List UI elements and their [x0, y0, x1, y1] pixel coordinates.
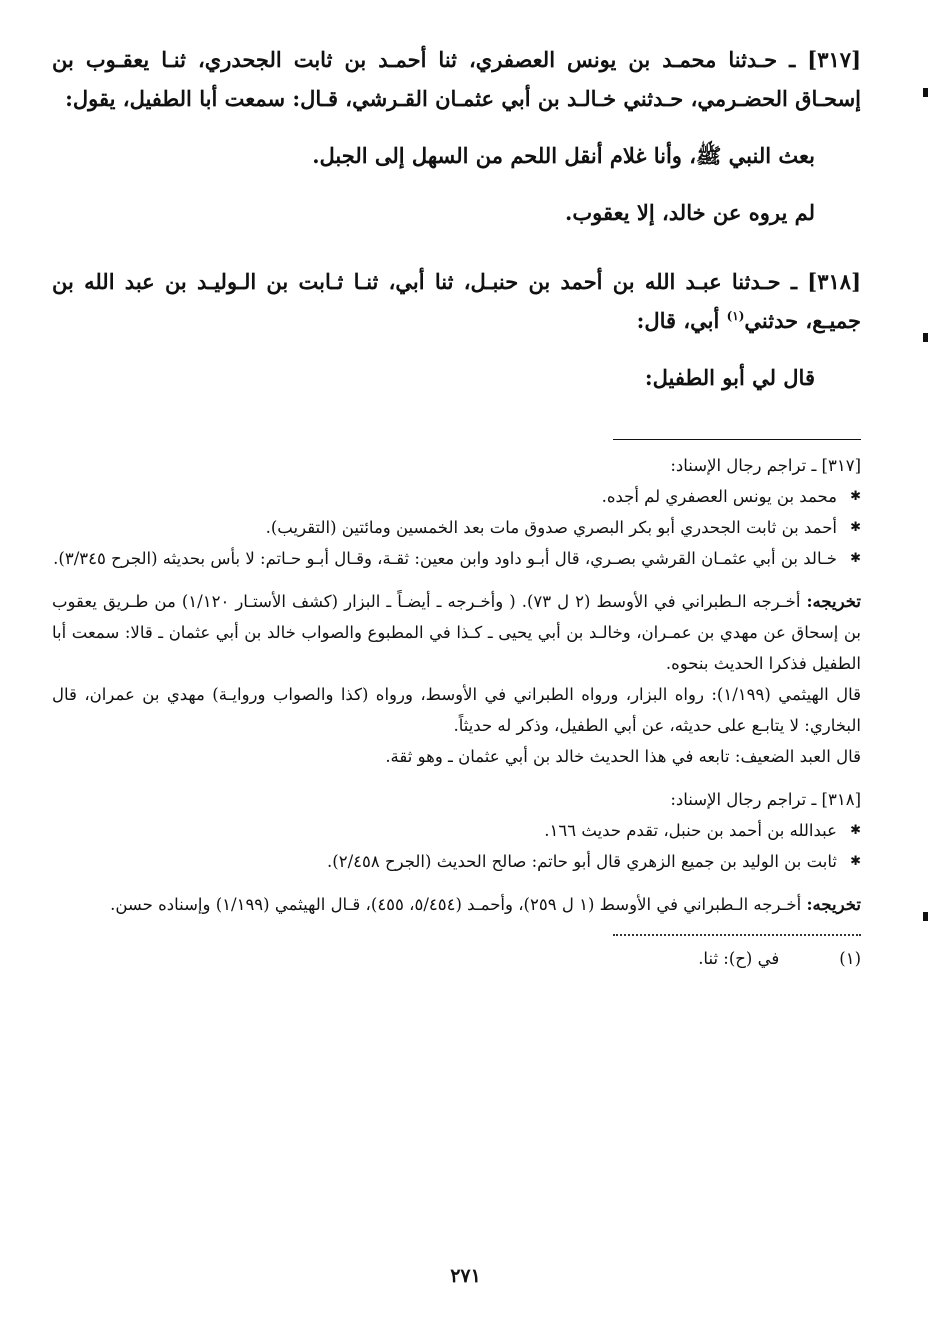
hadith-317-matn: بعث النبي ﷺ، وأنا غلام أنقل اللحم من السهل إلى الجبل. — [312, 143, 815, 168]
haythami-paragraph: قال الهيثمي (١/١٩٩): رواه البزار، ورواه الطبراني في الأوسط، ورواه (كذا والصواب وروايـة) مهدي بن عمران، قال البخاري: لا يتابـع على حديثه، عن أبي الطفيل، وذكر له حديثاً. — [52, 685, 862, 735]
hadith-317-isnad — [52, 40, 861, 118]
margin-mark — [923, 912, 928, 921]
hadith-number: [٣١٨] — [807, 269, 862, 294]
takhrij-label: تخريجه: — [806, 895, 861, 914]
notes-317 — [52, 450, 861, 772]
margin-mark — [923, 333, 928, 342]
takhrij-label: تخريجه: — [806, 592, 861, 611]
takhrij-text: أخـرجه الـطبراني في الأوسط (١ ل ٢٥٩)، وأحمـد (٥/٤٥٤، ٤٥٥)، قـال الهيثمي (١/١٩٩) وإسناده حسن. — [110, 895, 802, 914]
isnad-text: حـدثنا محمـد بن يونس العصفري، ثنا أحمـد بن ثابت الجحدري، ثنـا يعقـوب بن إسحـاق الحضـرمي، حـدثني خـالـد بن أبي عثمـان القـرشي، قـال: سمعت أبا الطفيل، يقول: — [52, 47, 861, 111]
page-number: ٢٧١ — [450, 1265, 481, 1287]
narrator-entry: ✱ محمد بن يونس العصفري لم أجده. — [52, 481, 861, 512]
notes-heading: [٣١٧] ـ تراجم رجال الإسناد: — [670, 456, 861, 475]
takhrij-paragraph — [52, 586, 861, 679]
hadith-317-comment: لم يروه عن خالد، إلا يعقوب. — [565, 200, 815, 225]
margin-mark — [923, 88, 928, 97]
narrator-entry: ✱ ثابت بن الوليد بن جميع الزهري قال أبو حاتم: صالح الحديث (الجرح ٢/٤٥٨). — [52, 846, 861, 877]
hadith-number: [٣١٧] — [807, 47, 861, 72]
abd-paragraph: قال العبد الضعيف: تابعه في هذا الحديث خالد بن أبي عثمان ـ وهو ثقة. — [385, 747, 861, 766]
footnote-divider — [613, 934, 861, 936]
page-content — [52, 40, 861, 1344]
footnote-ref[interactable]: (١) — [726, 309, 745, 323]
takhrij-paragraph — [52, 889, 861, 920]
notes-318 — [52, 784, 861, 920]
notes-heading: [٣١٨] ـ تراجم رجال الإسناد: — [670, 790, 861, 809]
footnote-text: في (ح): ثنا. — [698, 949, 780, 968]
narrator-entry: ✱ عبدالله بن أحمد بن حنبل، تقدم حديث ١٦٦. — [52, 815, 861, 846]
hadith-318 — [52, 262, 861, 397]
isnad-text-end: أبي، قال: — [636, 308, 720, 333]
footnote — [52, 944, 861, 974]
hadith-dash: ـ — [790, 269, 798, 294]
hadith-318-matn: قال لي أبو الطفيل: — [644, 365, 815, 390]
hadith-dash: ـ — [789, 47, 796, 72]
isnad-text: حـدثنا عبـد الله بن أحمد بن حنبـل، ثنا أبي، ثنـا ثـابت بن الـوليـد بن عبد الله بن جميـع، حدثني — [52, 269, 861, 333]
main-text — [52, 40, 861, 397]
notes-section — [52, 450, 861, 974]
narrator-entry: ✱ خـالد بن أبي عثمـان القرشي بصـري، قال أبـو داود وابن معين: ثقـة، وقـال أبـو حـاتم: لا بأس بحديثه (الجرح ٣/٣٤٥). — [52, 543, 861, 574]
hadith-317 — [52, 40, 861, 232]
footnote-number: (١) — [839, 949, 861, 968]
narrator-entry: ✱ أحمد بن ثابت الجحدري أبو بكر البصري صدوق مات بعد الخمسين ومائتين (التقريب). — [52, 512, 861, 543]
notes-divider — [613, 439, 861, 440]
hadith-318-isnad — [52, 262, 861, 340]
takhrij-text: أخـرجه الـطبراني في الأوسط (٢ ل ٧٣). ( وأخـرجه ـ أيضـاً ـ البزار (كشف الأستـار ١/١٢٠) من طـريق يعقوب بن إسحاق عن مهدي بن عمـران، وخالـد بن أبي يحيى ـ كـذا في المطبوع والصواب خالد بن أبي عثمان ـ قالا: سمعت أبا الطفيل فذكرا الحديث بنحوه. — [52, 592, 861, 673]
